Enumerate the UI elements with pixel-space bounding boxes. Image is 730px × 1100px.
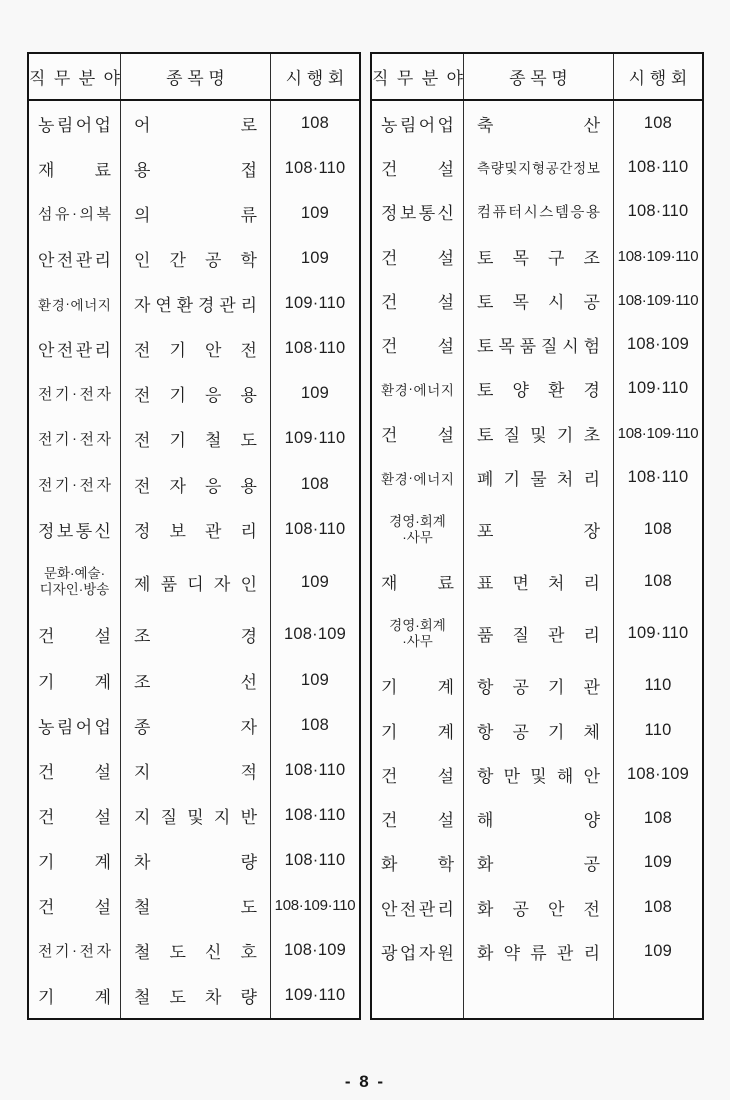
sessions-cell: 108·110 [284, 159, 346, 178]
subject-cell: 조 경 [121, 612, 271, 657]
table-row [29, 748, 359, 793]
table-row [372, 145, 702, 189]
header-subject: 종 목 명 [121, 54, 271, 99]
header-sessions: 시 행 회 [628, 69, 688, 88]
exam-table-left [27, 52, 361, 1020]
sessions-cell: 109 [643, 853, 673, 872]
subject-cell: 어 로 [121, 101, 271, 146]
table-body [372, 101, 702, 1018]
table-row [29, 101, 359, 146]
sessions-cell: 108·109 [284, 625, 346, 644]
subject-cell: 철 도 [121, 883, 271, 928]
sessions-cell: 108 [643, 897, 673, 916]
sessions-cell: 108 [300, 114, 330, 133]
subject-cell: 토 양 환 경 [464, 367, 614, 411]
subject-cell: 전 기 안 전 [121, 326, 271, 371]
field-cell: 건 설 [372, 278, 464, 322]
field-cell: 환 경 · 에 너 지 [372, 367, 464, 411]
table-row [29, 928, 359, 973]
field-cell [372, 974, 464, 1018]
field-cell: 건 설 [372, 145, 464, 189]
field-cell: 농 림 어 업 [29, 703, 121, 748]
subject-cell: 철 도 차 량 [121, 973, 271, 1018]
table-row [372, 604, 702, 664]
subject-cell: 인 간 공 학 [121, 236, 271, 281]
table-row [372, 500, 702, 560]
table-row [372, 455, 702, 499]
table-row [29, 883, 359, 928]
sessions-cell: 108 [643, 809, 673, 828]
sessions-cell: 108·109·110 [617, 424, 699, 442]
field-cell: 재 료 [29, 146, 121, 191]
subject-cell: 품 질 관 리 [464, 604, 614, 664]
field-cell: 문화·예술· 디자인·방송 [29, 552, 121, 613]
field-cell: 건 설 [29, 612, 121, 657]
field-cell: 건 설 [372, 322, 464, 366]
sessions-cell: 109 [300, 204, 330, 223]
sessions-cell: 108·110 [284, 519, 346, 538]
table-row [29, 973, 359, 1018]
field-cell: 전 기 · 전 자 [29, 928, 121, 973]
table-row [372, 885, 702, 929]
subject-cell: 자 연 환 경 관 리 [121, 281, 271, 326]
field-cell: 건 설 [372, 796, 464, 840]
field-cell: 건 설 [372, 411, 464, 455]
field-cell: 농 림 어 업 [29, 101, 121, 146]
field-cell: 섬 유 · 의 복 [29, 191, 121, 236]
page-number: - 8 - [344, 1072, 386, 1091]
subject-cell: 화 약 류 관 리 [464, 929, 614, 973]
header-subject: 종 목 명 [464, 54, 614, 99]
sessions-cell: 110 [644, 676, 672, 695]
sessions-cell: 109·110 [627, 379, 689, 398]
sessions-cell: 109·110 [627, 624, 689, 643]
subject-cell [464, 974, 614, 1018]
subject-cell: 전 기 철 도 [121, 416, 271, 461]
subject-cell: 정 보 관 리 [121, 507, 271, 552]
subject-cell: 토 목 구 조 [464, 234, 614, 278]
table-row [29, 552, 359, 613]
sessions-cell: 109·110 [284, 985, 346, 1004]
sessions-cell: 108·110 [284, 850, 346, 869]
sessions-cell: 109 [643, 941, 673, 960]
table-row [29, 416, 359, 461]
sessions-cell: 109·110 [284, 294, 346, 313]
subject-cell: 컴 퓨 터 시 스 템 응 용 [464, 190, 614, 234]
field-cell: 안 전 관 리 [372, 885, 464, 929]
table-row [372, 234, 702, 278]
sessions-cell: 109 [300, 670, 330, 689]
sessions-cell: 109·110 [284, 429, 346, 448]
sessions-cell: 108 [300, 715, 330, 734]
table-body [29, 101, 359, 1018]
sessions-cell: 108·110 [627, 468, 689, 487]
field-cell: 기 계 [372, 708, 464, 752]
subject-cell: 조 선 [121, 658, 271, 703]
table-row [29, 281, 359, 326]
table-row [29, 838, 359, 883]
field-cell: 정 보 통 신 [372, 190, 464, 234]
subject-cell: 차 량 [121, 838, 271, 883]
field-cell: 전 기 · 전 자 [29, 416, 121, 461]
subject-cell: 항 공 기 체 [464, 708, 614, 752]
sessions-cell: 108·110 [284, 760, 346, 779]
field-cell: 건 설 [29, 883, 121, 928]
field-cell: 경영·회계 ·사무 [372, 500, 464, 560]
table-row [372, 841, 702, 885]
header-field: 직 무 분 야 [372, 54, 464, 99]
field-cell: 정 보 통 신 [29, 507, 121, 552]
field-cell: 전 기 · 전 자 [29, 371, 121, 416]
sessions-cell [614, 974, 702, 1018]
subject-cell: 화 공 [464, 841, 614, 885]
sessions-cell: 108 [643, 572, 673, 591]
field-cell: 경영·회계 ·사무 [372, 604, 464, 664]
table-row [372, 367, 702, 411]
sessions-cell: 108·109·110 [617, 291, 699, 309]
table-row [29, 793, 359, 838]
table-row [29, 703, 359, 748]
field-cell: 기 계 [29, 838, 121, 883]
subject-cell: 축 산 [464, 101, 614, 145]
subject-cell: 토 질 및 기 초 [464, 411, 614, 455]
table-row [372, 411, 702, 455]
sessions-cell: 108·109·110 [617, 247, 699, 265]
sessions-cell: 108 [300, 474, 330, 493]
field-cell: 환 경 · 에 너 지 [372, 455, 464, 499]
field-cell: 전 기 · 전 자 [29, 462, 121, 507]
field-cell: 환 경 · 에 너 지 [29, 281, 121, 326]
field-cell: 안 전 관 리 [29, 326, 121, 371]
sessions-cell: 108·109 [284, 940, 346, 959]
subject-cell: 항 공 기 관 [464, 664, 614, 708]
table-row [372, 752, 702, 796]
subject-cell: 종 자 [121, 703, 271, 748]
field-cell: 건 설 [29, 793, 121, 838]
header-field: 직 무 분 야 [29, 54, 121, 99]
field-cell: 건 설 [29, 748, 121, 793]
field-cell: 농 림 어 업 [372, 101, 464, 145]
sessions-cell: 108·109 [627, 335, 689, 354]
field-cell: 기 계 [29, 658, 121, 703]
table-row [372, 322, 702, 366]
sessions-cell: 109 [300, 384, 330, 403]
subject-cell: 측 량 및 지 형 공 간 정 보 [464, 145, 614, 189]
field-cell: 안 전 관 리 [29, 236, 121, 281]
subject-cell: 전 자 응 용 [121, 462, 271, 507]
table-row [29, 507, 359, 552]
sessions-cell: 108·109·110 [274, 896, 356, 914]
sessions-cell: 108·110 [284, 805, 346, 824]
subject-cell: 토 목 품 질 시 험 [464, 322, 614, 366]
field-cell: 건 설 [372, 234, 464, 278]
sessions-cell: 108 [643, 520, 673, 539]
sessions-cell: 108·110 [284, 339, 346, 358]
field-cell: 화 학 [372, 841, 464, 885]
subject-cell: 포 장 [464, 500, 614, 560]
table-row [372, 929, 702, 973]
table-header-row [29, 54, 359, 101]
table-row [29, 191, 359, 236]
subject-cell: 의 류 [121, 191, 271, 236]
table-header-row [372, 54, 702, 101]
table-row [29, 658, 359, 703]
table-row [29, 326, 359, 371]
table-row [372, 559, 702, 603]
table-row [29, 462, 359, 507]
exam-table-right [370, 52, 704, 1020]
field-cell: 기 계 [29, 973, 121, 1018]
subject-cell: 제 품 디 자 인 [121, 552, 271, 613]
table-row [29, 371, 359, 416]
sessions-cell: 108·110 [627, 157, 689, 176]
subject-cell: 폐 기 물 처 리 [464, 455, 614, 499]
subject-cell: 전 기 응 용 [121, 371, 271, 416]
table-row [372, 796, 702, 840]
subject-cell: 해 양 [464, 796, 614, 840]
field-cell: 기 계 [372, 664, 464, 708]
sessions-cell: 108·109 [627, 764, 689, 783]
table-row [29, 146, 359, 191]
subject-cell: 화 공 안 전 [464, 885, 614, 929]
subject-cell: 토 목 시 공 [464, 278, 614, 322]
table-row [372, 190, 702, 234]
table-row [372, 974, 702, 1018]
field-cell: 건 설 [372, 752, 464, 796]
field-cell: 광 업 자 원 [372, 929, 464, 973]
sessions-cell: 108 [643, 113, 673, 132]
subject-cell: 항 만 및 해 안 [464, 752, 614, 796]
field-cell: 재 료 [372, 559, 464, 603]
header-sessions: 시 행 회 [285, 69, 345, 88]
sessions-cell: 110 [644, 720, 672, 739]
table-row [372, 278, 702, 322]
table-row [372, 708, 702, 752]
subject-cell: 용 접 [121, 146, 271, 191]
subject-cell: 지 적 [121, 748, 271, 793]
table-row [29, 612, 359, 657]
sessions-cell: 108·110 [627, 202, 689, 221]
subject-cell: 지 질 및 지 반 [121, 793, 271, 838]
sessions-cell: 109 [300, 249, 330, 268]
subject-cell: 철 도 신 호 [121, 928, 271, 973]
table-row [372, 101, 702, 145]
subject-cell: 표 면 처 리 [464, 559, 614, 603]
sessions-cell: 109 [300, 572, 330, 591]
table-row [29, 236, 359, 281]
table-row [372, 664, 702, 708]
